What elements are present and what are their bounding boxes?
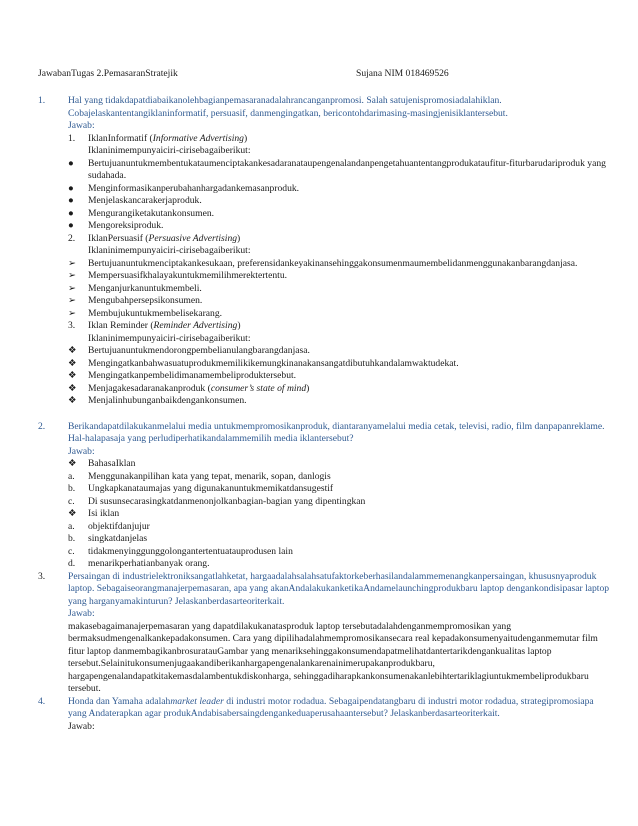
list-item: ➢ Membujukuntukmembelisekarang. bbox=[68, 307, 223, 319]
question-1-jawab-label: Jawab: bbox=[68, 120, 95, 131]
question-4-jawab-label: Jawab: bbox=[68, 720, 95, 732]
list-item: a. Menggunakanpilihan kata yang tepat, menarik, sopan, danlogis bbox=[68, 470, 331, 482]
question-1 bbox=[38, 95, 613, 408]
question-1-number: 1. bbox=[38, 95, 46, 106]
list-item: ● Bertujuanuntukmembentukataumenciptakankesadaranataupengenalandanpengetahuantentangprodukataufitur-fiturbarudariproduk yang sudahada. bbox=[68, 157, 606, 181]
question-4-number: 4. bbox=[38, 695, 46, 707]
diamond-bullet-icon: ❖ bbox=[68, 345, 77, 356]
list-item: ❖ Mengingatkanpembelidimanamembeliproduktersebut. bbox=[68, 370, 297, 381]
question-3-jawab-label: Jawab: bbox=[68, 608, 95, 619]
list-item: ❖ Bertujuanuntukmendorongpembelianulangbarangdanjasa. bbox=[68, 345, 310, 356]
type-persuasive-subtitle: Iklaninimempunyaiciri-cirisebagaiberikut: bbox=[88, 245, 251, 256]
list-item: ● Menjelaskancarakerjaproduk. bbox=[68, 195, 202, 206]
list-item: d. menarikperhatianbanyak orang. bbox=[68, 558, 210, 569]
diamond-bullet-icon: ❖ bbox=[68, 458, 77, 469]
list-item: ● Mengoreksiproduk. bbox=[68, 220, 164, 231]
list-item: c. Di susunsecarasingkatdanmenonjolkanbagian-bagian yang dipentingkan bbox=[68, 495, 366, 507]
bullet-dot-icon: ● bbox=[68, 182, 74, 194]
list-item: b. singkatdanjelas bbox=[68, 533, 148, 544]
list-item: ● Menginformasikanperubahanhargadankemasanproduk. bbox=[68, 182, 300, 194]
question-4-text: Honda dan Yamaha adalahmarket leader di industri motor rodadua. Sebagaipendatangbaru di industri motor rodadua, strategipromosiapa yang Andaterapkan agar produkAndabisabersaingdengankeduaperusahaantersebut? Jelaskanberdasarteoriterkait. bbox=[68, 695, 594, 719]
question-3-number: 3. bbox=[38, 570, 46, 582]
type-informative-heading: 1. IklanInformatif (Informative Advertising) bbox=[68, 132, 248, 144]
bullet-dot-icon: ● bbox=[68, 195, 74, 206]
arrowhead-bullet-icon: ➢ bbox=[68, 257, 77, 269]
list-item: c. tidakmenyinggunggolongantertentuatauprodusen lain bbox=[68, 545, 293, 557]
type-informative-subtitle: Iklaninimempunyaiciri-cirisebagaiberikut: bbox=[88, 145, 251, 156]
arrowhead-bullet-icon: ➢ bbox=[68, 282, 77, 294]
arrowhead-bullet-icon: ➢ bbox=[68, 307, 77, 319]
list-item: ● Mengurangiketakutankonsumen. bbox=[68, 207, 215, 219]
bullet-dot-icon: ● bbox=[68, 207, 74, 219]
arrowhead-bullet-icon: ➢ bbox=[68, 295, 77, 306]
question-2-jawab-label: Jawab: bbox=[68, 445, 95, 457]
document-header bbox=[38, 68, 598, 81]
arrowhead-bullet-icon: ➢ bbox=[68, 270, 77, 281]
list-item: ➢ Mempersuasifkhalayakuntukmemilihmerektertentu. bbox=[68, 270, 288, 281]
diamond-bullet-icon: ❖ bbox=[68, 395, 77, 406]
type-reminder-subtitle: Iklaninimempunyaiciri-cirisebagaiberikut: bbox=[88, 332, 251, 344]
type-reminder-heading: 3. Iklan Reminder (Reminder Advertising) bbox=[68, 320, 241, 331]
question-1-text: Hal yang tidakdapatdiabaikanolehbagianpemasaranadalahrancanganpromosi. Salah satujenispromosiadalahiklan. Cobajelaskantentangiklaninformatif, persuasif, danmengingatkan, bericontohdarimasing-masingjenisiklantersebut. bbox=[68, 95, 508, 119]
question-4 bbox=[38, 696, 613, 734]
document-body bbox=[38, 95, 613, 733]
question-3-answer: makasebagaimanajerpemasaran yang dapatdilakukanatasproduk laptop tersebutadalahdenganmempromosikan yang bermaksudmengenalkankepadakonsumen. Cara yang dipilihadalahmempromosikansecara real kepadakonsumenyaitudenganmemutar film fitur laptop danmembagikanbrosuratauGambar yang menariksehinggakonsumendapatmelihatdantertarikdengankualitas laptop tersebut.Selainitukonsumenjugaakandiberikanhargapengenalankarenainimerupakanprodukbaru, hargapengenalandapatkitakemasdalambentukdiskonharga, sehinggadiharapkankonsumenakanlebihtertariklagiuntukmembeliprodukbaru tersebut. bbox=[68, 620, 598, 694]
list-item: ❖ Mengingatkanbahwasuatuprodukmemilikikemungkinanakansangatdibutuhkandalamwaktudekat. bbox=[68, 357, 459, 369]
bullet-dot-icon: ● bbox=[68, 157, 74, 169]
list-item: ➢ Mengubahpersepsikonsumen. bbox=[68, 295, 203, 306]
question-2-text: Berikandapatdilakukanmelalui media untukmempromosikanproduk, diantaranyamelalui media cetak, televisi, radio, film danpapanreklame. Hal-halapasaja yang perludiperhatikandalammemilih media iklantersebut? bbox=[68, 420, 605, 444]
header-student-info: Sujana NIM 018469526 bbox=[356, 68, 449, 79]
diamond-bullet-icon: ❖ bbox=[68, 382, 77, 394]
type-persuasive-heading: 2. IklanPersuasif (Persuasive Advertising) bbox=[68, 232, 241, 244]
isi-iklan-heading: ❖ Isi iklan bbox=[68, 508, 120, 519]
question-2-number: 2. bbox=[38, 420, 46, 432]
list-item: b. Ungkapkanataumajas yang digunakanuntukmemikatdansugestif bbox=[68, 483, 334, 494]
bahasa-iklan-heading: ❖ BahasaIklan bbox=[68, 458, 136, 469]
list-item: ➢ Bertujuanuntukmenciptakankesukaan, preferensidankeyakinansehinggakonsumenmaumembelidanmenggunakanbarangdanjasa. bbox=[68, 257, 578, 269]
list-item: ➢ Menganjurkanuntukmembeli. bbox=[68, 282, 202, 294]
bullet-dot-icon: ● bbox=[68, 220, 74, 231]
list-item: ❖ Menjagakesadaranakanproduk (consumer’s state of mind) bbox=[68, 382, 310, 394]
diamond-bullet-icon: ❖ bbox=[68, 370, 77, 381]
question-2 bbox=[38, 421, 613, 571]
question-3 bbox=[38, 571, 613, 696]
question-3-text: Persaingan di industrielektroniksangatlahketat, hargaadalahsalahsatufaktorkeberhasilandalammemenangkanpersaingan, khususnyaproduk laptop. Sebagaiseorangmanajerpemasaran, apa yang akanAndalakukanketikaAndamelaunchingprodukbaru laptop dengankondisipasar laptop yang harganyamakinturun? Jelaskanberdasarteoriterkait. bbox=[68, 570, 610, 607]
diamond-bullet-icon: ❖ bbox=[68, 357, 77, 369]
header-assignment-title: JawabanTugas 2.PemasaranStratejik bbox=[38, 68, 178, 79]
list-item: ❖ Menjalinhubunganbaikdengankonsumen. bbox=[68, 395, 247, 406]
diamond-bullet-icon: ❖ bbox=[68, 508, 77, 519]
list-item: a. objektifdanjujur bbox=[68, 520, 150, 532]
